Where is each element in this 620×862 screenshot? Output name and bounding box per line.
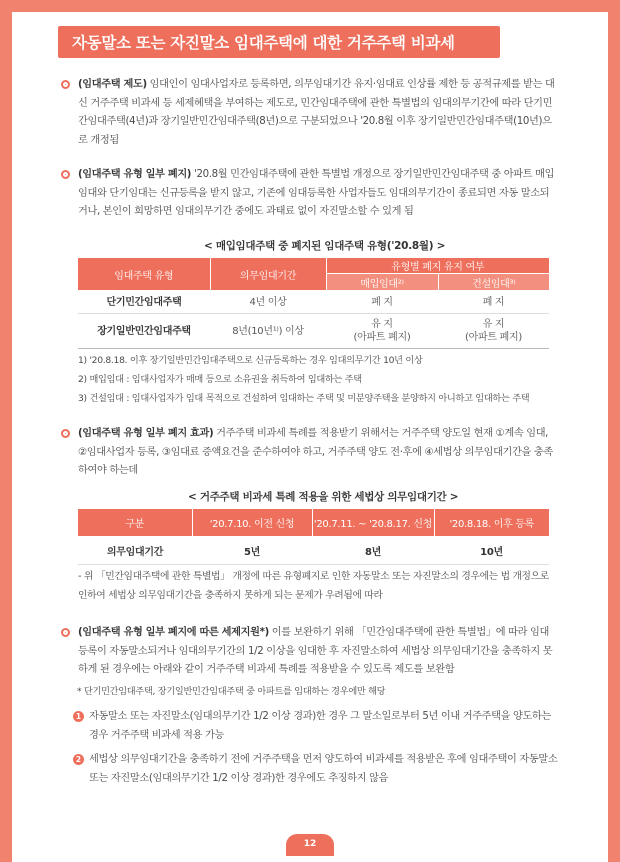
section-title-bar (58, 26, 500, 58)
table1-note-3: 3) 건설임대 : 임대사업자가 임대 목적으로 건설하여 임대하는 주택 및 미분양주택을 분양하지 아니하고 임대하는 주택 (78, 393, 530, 404)
paragraph-tax-support (78, 624, 556, 680)
cell-period: 8년(10년¹⁾) 이상 (210, 314, 326, 349)
dash-note: - 위 「민간임대주택에 관한 특별법」 개정에 따른 유형폐지로 인한 자동말소 또는 자진말소의 경우에는 법 개정으로 인하여 세법상 의무임대기간을 충족하지 못하게 되는 문제가 우려됨에 따라 (78, 571, 549, 601)
header-category: 구분 (78, 509, 192, 536)
cell-period: 4년 이상 (210, 291, 326, 314)
paragraph-rental-system (78, 76, 556, 150)
paragraph-label: (임대주택 유형 일부 폐지) (78, 169, 192, 180)
table1-note-2: 2) 매입임대 : 임대사업자가 매매 등으로 소유권을 취득하여 임대하는 주택 (78, 374, 362, 385)
paragraph-text: 거주주택 비과세 특례를 적용받기 위해서는 거주주택 양도일 현재 ①계속 임대, ②임대사업자 등록, ③임대료 증액요건을 준수하여야 하고, 거주주택 양도 전·후에 ④세법상 의무임대기간을 충족하여야 하는데 (78, 428, 553, 477)
step-text: 자동말소 또는 자진말소(임대의무기간 1/2 이상 경과)한 경우 그 말소일로부터 5년 이내 거주주택을 양도하는 경우 거주주택 비과세 적용 가능 (89, 711, 552, 741)
table1-caption: < 매입임대주택 중 폐지된 임대주택 유형('20.8월) > (204, 240, 446, 252)
header-0711-0817: '20.7.11. ~ '20.8.17. 신청 (312, 509, 434, 536)
cell-purchase: 폐 지 (326, 291, 438, 314)
header-period: 의무임대기간 (210, 258, 326, 291)
cell-construction: 유 지 (아파트 폐지) (438, 314, 549, 349)
cell-type: 단기민간임대주택 (78, 291, 210, 314)
header-purchase: 매입임대²⁾ (326, 274, 438, 291)
bullet-icon (61, 429, 70, 438)
bullet-icon (61, 170, 70, 179)
step-2 (75, 751, 559, 788)
table-row (78, 536, 549, 565)
section-title: 자동말소 또는 자진말소 임대주택에 대한 거주주택 비과세 (72, 34, 455, 52)
cell-type: 장기일반민간임대주택 (78, 314, 210, 349)
cell-construction: 폐 지 (438, 291, 549, 314)
header-type: 임대주택 유형 (78, 258, 210, 291)
header-construction: 건설임대³⁾ (438, 274, 549, 291)
page-number: 12 (286, 834, 334, 856)
header-status: 유형별 폐지 유지 여부 (326, 258, 549, 274)
asterisk-note: * 단기민간임대주택, 장기일반민간임대주택 중 아파트를 임대하는 경우에만 해당 (77, 686, 386, 697)
table2-caption: < 거주주택 비과세 특례 적용을 위한 세법상 의무임대기간 > (188, 491, 459, 503)
abolished-types-table (78, 258, 549, 349)
paragraph-label: (임대주택 유형 일부 폐지 효과) (78, 428, 214, 439)
cell-category: 의무임대기간 (78, 536, 192, 565)
table-row (78, 291, 549, 314)
bullet-icon (61, 628, 70, 637)
cell-purchase: 유 지 (아파트 폐지) (326, 314, 438, 349)
paragraph-abolition-effect (78, 425, 556, 481)
step-number-icon: 1 (73, 711, 84, 722)
bullet-icon (61, 80, 70, 89)
step-1 (75, 708, 559, 745)
paragraph-type-abolition (78, 166, 556, 222)
header-after-0818: '20.8.18. 이후 등록 (434, 509, 549, 536)
step-text: 세법상 의무임대기간을 충족하기 전에 거주주택을 먼저 양도하여 비과세를 적용받은 후에 임대주택이 자동말소 또는 자진말소(임대의무기간 1/2 이상 경과)한 경우에도 추징하지 않음 (89, 754, 558, 784)
header-before-0710: '20.7.10. 이전 신청 (192, 509, 312, 536)
step-number-icon: 2 (73, 754, 84, 765)
paragraph-label: (임대주택 유형 일부 폐지에 따른 세제지원*) (78, 627, 269, 638)
cell-before-0710: 5년 (192, 536, 312, 565)
paragraph-text: 이를 보완하기 위해 「민간임대주택에 관한 특별법」에 따라 임대등록이 자동말소되거나 임대의무기간의 1/2 이상을 임대한 후 자진말소하여 세법상 의무임대기간을 충족하지 못하게 된 경우에는 아래와 같이 거주주택 비과세 특례를 적용받을 수 있도록 제도를 보완함 (78, 627, 553, 676)
cell-0711-0817: 8년 (312, 536, 434, 565)
cell-after-0818: 10년 (434, 536, 549, 565)
mandatory-period-table (78, 509, 549, 565)
paragraph-label: (임대주택 제도) (78, 79, 147, 90)
paragraph-text: '20.8월 민간임대주택에 관한 특별법 개정으로 장기일반민간임대주택 중 아파트 매입 임대와 단기임대는 신규등록을 받지 않고, 기존에 임대등록한 사업자들도 임대의무기간이 종료되면 자동 말소되거나, 본인이 희망하면 임대의무기간 중에도 과태료 없이 자진말소할 수 있게 됨 (78, 169, 555, 218)
table-row (78, 314, 549, 349)
table1-note-1: 1) '20.8.18. 이후 장기일반민간임대주택으로 신규등록하는 경우 임대의무기간 10년 이상 (78, 355, 423, 366)
paragraph-text: 임대인이 임대사업자로 등록하면, 의무임대기간 유지·임대료 인상률 제한 등 공적규제를 받는 대신 거주주택 비과세 등 세제혜택을 부여하는 제도로, 민간임대주택에 관한 특별법의 임대의무기간에 따라 단기민간임대주택(4년)과 장기일반민간임대주택(8년)으로 구분되었으나 '20.8월 이후 장기일반민간임대주택(10년)으로 개정됨 (78, 79, 555, 146)
